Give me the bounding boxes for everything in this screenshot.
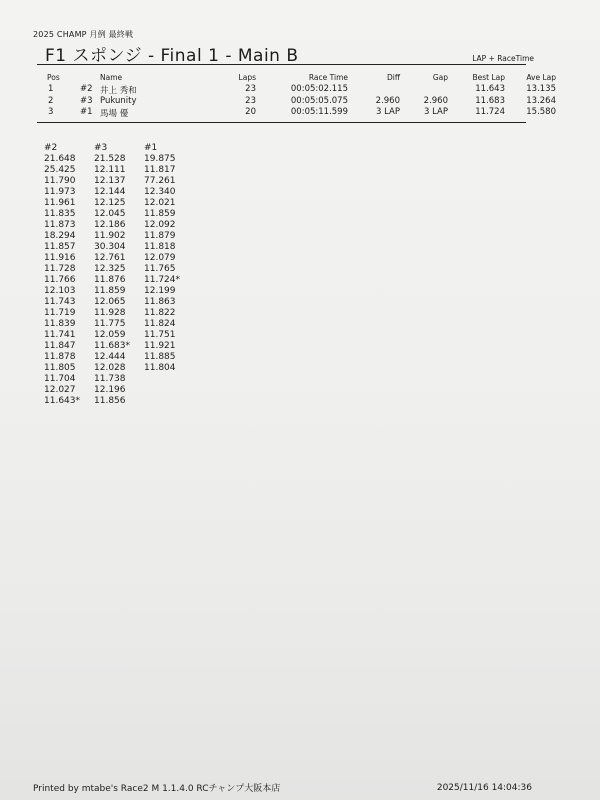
lap-time: 11.835 bbox=[44, 209, 76, 219]
lap-time: 11.859 bbox=[94, 286, 126, 296]
result-diff: 3 LAP bbox=[376, 107, 400, 117]
lap-time: 11.873 bbox=[44, 220, 76, 230]
lap-time: 11.751 bbox=[144, 330, 176, 340]
lap-time: 11.805 bbox=[44, 363, 76, 373]
lap-time: 19.875 bbox=[144, 154, 176, 164]
lap-column-header: #3 bbox=[94, 143, 108, 153]
results-header-row bbox=[40, 73, 556, 84]
printed-by: Printed by mtabe's Race2 M 1.1.4.0 RCチャンプ大阪本店 bbox=[33, 784, 281, 794]
lap-time: 21.648 bbox=[44, 154, 76, 164]
lap-time: 11.643* bbox=[44, 396, 80, 406]
lap-time: 12.045 bbox=[94, 209, 126, 219]
result-ave-lap: 13.264 bbox=[526, 95, 556, 106]
results-divider bbox=[37, 122, 526, 123]
col-header-diff: Diff bbox=[386, 73, 400, 82]
lap-time: 11.921 bbox=[144, 341, 176, 351]
lap-time: 12.092 bbox=[144, 220, 176, 230]
lap-time: 12.111 bbox=[94, 165, 126, 175]
lap-time: 11.928 bbox=[94, 308, 126, 318]
lap-time: 11.973 bbox=[44, 187, 76, 197]
lap-time: 12.199 bbox=[144, 286, 176, 296]
lap-time: 12.325 bbox=[94, 264, 126, 274]
header-divider bbox=[37, 64, 526, 65]
result-race-time: 00:05:02.115 bbox=[290, 84, 348, 94]
result-laps: 20 bbox=[245, 107, 256, 117]
lap-time: 11.916 bbox=[44, 253, 76, 263]
lap-time: 11.857 bbox=[44, 242, 76, 252]
result-race-time: 00:05:05.075 bbox=[290, 95, 348, 106]
lap-time: 11.856 bbox=[94, 396, 126, 406]
lap-time: 11.824 bbox=[144, 319, 176, 329]
result-driver-name: Pukunity bbox=[100, 95, 137, 106]
result-row bbox=[40, 107, 556, 119]
result-diff: 2.960 bbox=[375, 95, 400, 106]
result-ave-lap: 13.135 bbox=[526, 84, 556, 94]
lap-time: 11.876 bbox=[94, 275, 126, 285]
lap-column bbox=[144, 143, 194, 407]
lap-column-header: #2 bbox=[44, 143, 58, 153]
lap-time: 11.847 bbox=[44, 341, 76, 351]
lap-time: 12.144 bbox=[94, 187, 126, 197]
lap-time: 11.885 bbox=[144, 352, 176, 362]
col-header-best-lap: Best Lap bbox=[472, 73, 505, 82]
lap-column bbox=[94, 143, 144, 407]
lap-time: 11.724* bbox=[144, 275, 180, 285]
result-gap: 2.960 bbox=[423, 95, 448, 106]
lap-time: 12.444 bbox=[94, 352, 126, 362]
lap-time: 12.137 bbox=[94, 176, 126, 186]
result-row bbox=[40, 84, 556, 96]
col-header-ave-lap: Ave Lap bbox=[526, 73, 556, 82]
lap-time: 12.021 bbox=[144, 198, 176, 208]
col-header-gap: Gap bbox=[432, 73, 448, 82]
print-datetime: 2025/11/16 14:04:36 bbox=[436, 783, 532, 793]
results-table bbox=[40, 73, 556, 119]
result-ave-lap: 15.580 bbox=[526, 107, 556, 117]
lap-time: 11.902 bbox=[94, 231, 126, 241]
lap-time: 11.704 bbox=[44, 374, 76, 384]
timing-mode: LAP + RaceTime bbox=[472, 54, 534, 63]
result-driver-name: 馬場 優 bbox=[100, 109, 129, 119]
result-best-lap: 11.683 bbox=[475, 95, 505, 106]
lap-time: 11.804 bbox=[144, 363, 176, 373]
lap-time: 11.859 bbox=[144, 209, 176, 219]
result-car-number: #3 bbox=[80, 95, 93, 106]
lap-time: 12.186 bbox=[94, 220, 126, 230]
lap-time: 11.822 bbox=[144, 308, 176, 318]
result-driver-name: 井上 秀和 bbox=[100, 86, 137, 96]
lap-time: 77.261 bbox=[144, 176, 176, 186]
lap-time: 11.728 bbox=[44, 264, 76, 274]
lap-time: 11.738 bbox=[94, 374, 126, 384]
lap-time: 12.761 bbox=[94, 253, 126, 263]
lap-time: 21.528 bbox=[94, 154, 126, 164]
lap-time: 12.059 bbox=[94, 330, 126, 340]
col-header-race-time: Race Time bbox=[308, 73, 348, 82]
lap-time: 30.304 bbox=[94, 242, 126, 252]
lap-time: 11.775 bbox=[94, 319, 126, 329]
result-gap: 3 LAP bbox=[424, 107, 448, 117]
lap-column-header: #1 bbox=[144, 143, 158, 153]
result-best-lap: 11.724 bbox=[475, 107, 505, 117]
lap-time: 12.079 bbox=[144, 253, 176, 263]
col-header-laps: Laps bbox=[238, 73, 256, 82]
result-laps: 23 bbox=[245, 84, 256, 94]
lap-time: 11.683* bbox=[94, 341, 130, 351]
lap-column bbox=[44, 143, 94, 407]
lap-time: 12.103 bbox=[44, 286, 76, 296]
lap-times-table bbox=[44, 143, 194, 407]
lap-time: 11.818 bbox=[144, 242, 176, 252]
lap-time: 11.839 bbox=[44, 319, 76, 329]
result-race-time: 00:05:11.599 bbox=[290, 107, 348, 117]
lap-time: 12.027 bbox=[44, 385, 76, 395]
lap-time: 11.863 bbox=[144, 297, 176, 307]
lap-time: 12.125 bbox=[94, 198, 126, 208]
lap-time: 12.028 bbox=[94, 363, 126, 373]
lap-time: 12.065 bbox=[94, 297, 126, 307]
lap-time: 11.719 bbox=[44, 308, 76, 318]
lap-time: 11.743 bbox=[44, 297, 76, 307]
lap-time: 12.340 bbox=[144, 187, 176, 197]
result-row bbox=[40, 95, 556, 108]
lap-time: 11.790 bbox=[44, 176, 76, 186]
result-pos: 3 bbox=[48, 107, 54, 117]
lap-time: 11.766 bbox=[44, 275, 76, 285]
event-subtitle: 2025 CHAMP 月例 最終戦 bbox=[33, 30, 134, 39]
race-title: F1 スポンジ - Final 1 - Main B bbox=[45, 46, 299, 66]
col-header-pos: Pos bbox=[47, 73, 60, 82]
result-car-number: #2 bbox=[80, 84, 93, 94]
lap-time: 12.196 bbox=[94, 385, 126, 395]
lap-time: 11.878 bbox=[44, 352, 76, 362]
lap-time: 25.425 bbox=[44, 165, 76, 175]
col-header-name: Name bbox=[100, 73, 123, 82]
result-best-lap: 11.643 bbox=[475, 84, 505, 94]
result-car-number: #1 bbox=[80, 107, 93, 117]
result-pos: 2 bbox=[48, 95, 54, 106]
lap-time: 18.294 bbox=[44, 231, 76, 241]
lap-time: 11.817 bbox=[144, 165, 176, 175]
lap-time: 11.741 bbox=[44, 330, 76, 340]
lap-time: 11.961 bbox=[44, 198, 76, 208]
lap-time: 11.879 bbox=[144, 231, 176, 241]
result-laps: 23 bbox=[245, 95, 256, 106]
result-pos: 1 bbox=[48, 84, 54, 94]
lap-time: 11.765 bbox=[144, 264, 176, 274]
